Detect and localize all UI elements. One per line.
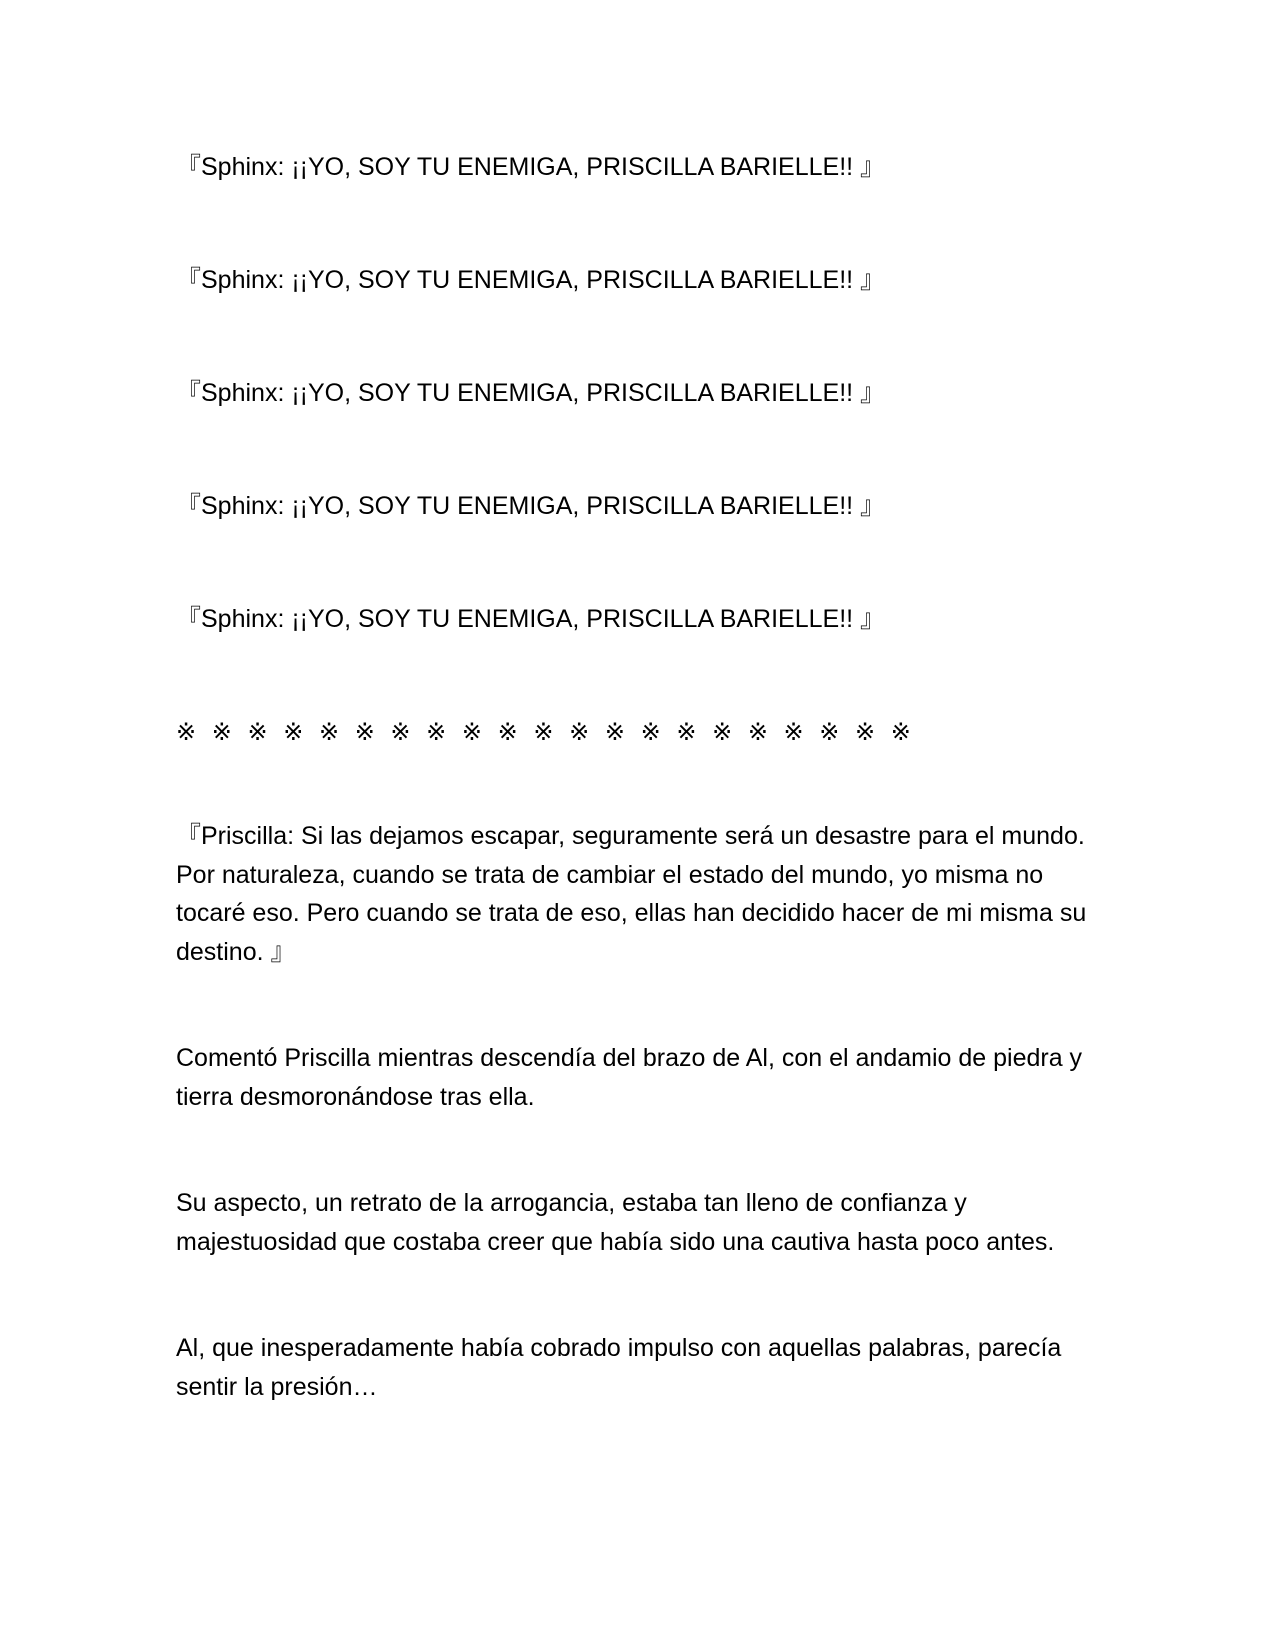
sphinx-dialogue-line: 『Sphinx: ¡¡YO, SOY TU ENEMIGA, PRISCILLA BARIELLE!! 』 — [176, 605, 886, 633]
narrative-paragraph: Al, que inesperadamente había cobrado impulso con aquellas palabras, parecía sentir la presión… — [176, 1334, 1062, 1401]
sphinx-dialogue-line: 『Sphinx: ¡¡YO, SOY TU ENEMIGA, PRISCILLA BARIELLE!! 』 — [176, 153, 886, 181]
narrative-paragraph: Comentó Priscilla mientras descendía del brazo de Al, con el andamio de piedra y tierra desmoronándose tras ella. — [176, 1044, 1083, 1111]
sphinx-dialogue-line: 『Sphinx: ¡¡YO, SOY TU ENEMIGA, PRISCILLA BARIELLE!! 』 — [176, 266, 886, 294]
narrative-paragraph: Su aspecto, un retrato de la arrogancia, estaba tan lleno de confianza y majestuosidad que costaba creer que había sido una cautiva hasta poco antes. — [176, 1189, 1055, 1256]
sphinx-dialogue-line: 『Sphinx: ¡¡YO, SOY TU ENEMIGA, PRISCILLA BARIELLE!! 』 — [176, 379, 886, 407]
document-body — [176, 148, 1088, 1406]
priscilla-dialogue-paragraph: 『Priscilla: Si las dejamos escapar, seguramente será un desastre para el mundo. Por naturaleza, cuando se trata de cambiar el estado del mundo, yo misma no tocaré eso. Pero cuando se trata de eso, ellas han decidido hacer de mi misma su destino. 』 — [176, 822, 1087, 966]
sphinx-dialogue-line: 『Sphinx: ¡¡YO, SOY TU ENEMIGA, PRISCILLA BARIELLE!! 』 — [176, 492, 886, 520]
scene-separator: ※ ※ ※ ※ ※ ※ ※ ※ ※ ※ ※ ※ ※ ※ ※ ※ ※ ※ ※ ※ ※ — [176, 718, 915, 746]
